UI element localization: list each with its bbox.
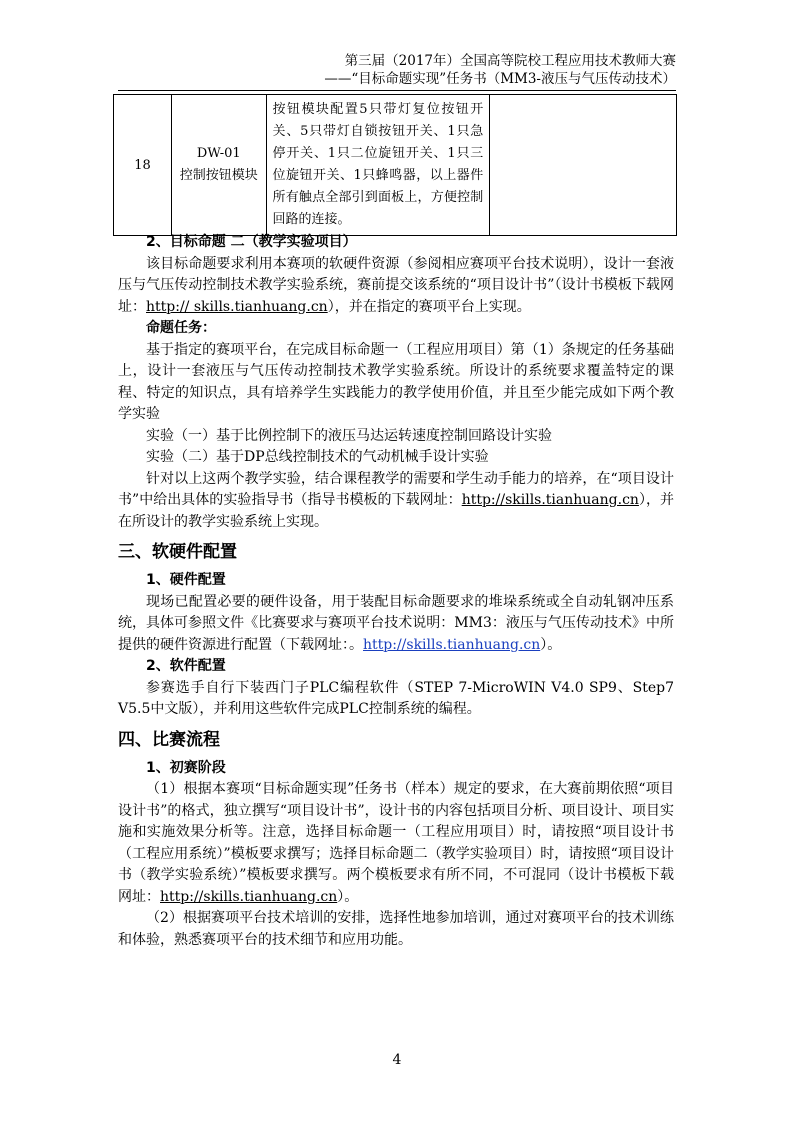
page-header: [324, 52, 676, 88]
download-link[interactable]: http://skills.tianhuang.cn: [160, 888, 338, 905]
download-link[interactable]: http://skills.tianhuang.cn: [461, 492, 639, 508]
paragraph: （2）根据赛项平台技术培训的安排，选择性地参加培训，通过对赛项平台的技术训练和体验，熟悉赛项平台的技术细节和应用功能。: [118, 910, 674, 948]
paragraph: 基于指定的赛项平台，在完成目标命题一（工程应用项目）第（1）条规定的任务基础上，设计一套液压与气压传动控制技术教学实验系统。所设计的系统要求覆盖特定的课程、特定的知识点，具有培养学生实践能力的教学使用价值，并且至少能完成如下两个教学实验: [118, 341, 674, 422]
subheading-hardware: 1、硬件配置: [146, 572, 226, 588]
text: 现场已配置必要的硬件设备，用于装配目标命题要求的堆垛系统或全自动轧钢冲压系统，具体可参照文件《比赛要求与赛项平台技术说明：MM3：液压与气压传动技术》中所提供的硬件资源进行配置（下载网址：。: [118, 593, 674, 653]
paragraph: [118, 254, 674, 319]
cell-model: [172, 95, 266, 236]
page-content: [118, 232, 674, 951]
text: 针对以上这两个教学实验，结合课程教学的需要和学生动手能力的培养，在“项目设计书”中给出具体的实验指导书（指导书模板的下载网址：: [118, 470, 674, 508]
cell-note: [490, 95, 677, 236]
page-number: 4: [392, 1052, 402, 1068]
header-title: 第三届（2017年）全国高等院校工程应用技术教师大赛: [344, 53, 676, 69]
cell-model-code: DW-01: [196, 146, 241, 161]
section-heading-3: 三、软硬件配置: [118, 542, 237, 562]
paragraph: [118, 469, 674, 534]
task-label: 命题任务：: [146, 320, 216, 336]
text: 该目标命题要求利用本赛项的软硬件资源（参阅相应赛项平台技术说明），设计一套液压与气压传动控制技术教学实验系统，赛前提交该系统的“项目设计书”（设计书模板下载网址：: [118, 255, 674, 315]
subheading-software: 2、软件配置: [146, 658, 226, 674]
cell-description: 按钮模块配置5只带灯复位按钮开关、5只带灯自锁按钮开关、1只急停开关、1只二位旋钮开关、1只三位旋钮开关、1只蜂鸣器，以上器件所有触点全部引到面板上，方便控制回路的连接。: [266, 95, 490, 236]
header-rule: [118, 90, 676, 91]
subheading-preliminary: 1、初赛阶段: [146, 759, 226, 776]
text: ），并在所设计的教学实验系统上实现。: [118, 492, 675, 530]
text: ），并在指定的赛项平台上实现。: [327, 298, 531, 315]
section-heading-4: 四、比赛流程: [118, 729, 220, 750]
cell-model-name: 控制按钮模块: [179, 168, 258, 183]
paragraph: [118, 779, 674, 908]
text: ）。: [540, 636, 562, 653]
text: （1）根据本赛项“目标命题实现”任务书（样本）规定的要求，在大赛前期依照“项目设计书”的格式，独立撰写“项目设计书”，设计书的内容包括项目分析、项目设计、项目实施和实施效果分析等。注意，选择目标命题一（工程应用项目）时，请按照“项目设计书（工程应用系统）”模板要求撰写；选择目标命题二（教学实验项目）时，请按照“项目设计书（教学实验系统）”模板要求撰写。两个模板要求有所不同，不可混同（设计书模板下载网址：: [118, 781, 674, 905]
download-link[interactable]: http://skills.tianhuang.cn: [363, 636, 541, 653]
header-subtitle: ——“目标命题实现”任务书（MM3-液压与气压传动技术）: [324, 71, 676, 87]
paragraph: [118, 592, 674, 657]
table-row: [114, 95, 677, 236]
experiment-1: 实验（一）基于比例控制下的液压马达运转速度控制回路设计实验: [146, 427, 552, 444]
download-link[interactable]: http:// skills.tianhuang.cn: [146, 298, 328, 315]
section-heading-objective-2: 2、目标命题 二（教学实验项目）: [146, 234, 357, 250]
experiment-2: 实验（二）基于DP总线控制技术的气动机械手设计实验: [146, 449, 489, 465]
paragraph: 参赛选手自行下装西门子PLC编程软件（STEP 7-MicroWIN V4.0 SP9、Step7 V5.5中文版），并利用这些软件完成PLC控制系统的编程。: [118, 679, 674, 717]
equipment-table: [113, 94, 677, 236]
cell-no: 18: [114, 95, 172, 236]
text: ）。: [337, 888, 359, 905]
